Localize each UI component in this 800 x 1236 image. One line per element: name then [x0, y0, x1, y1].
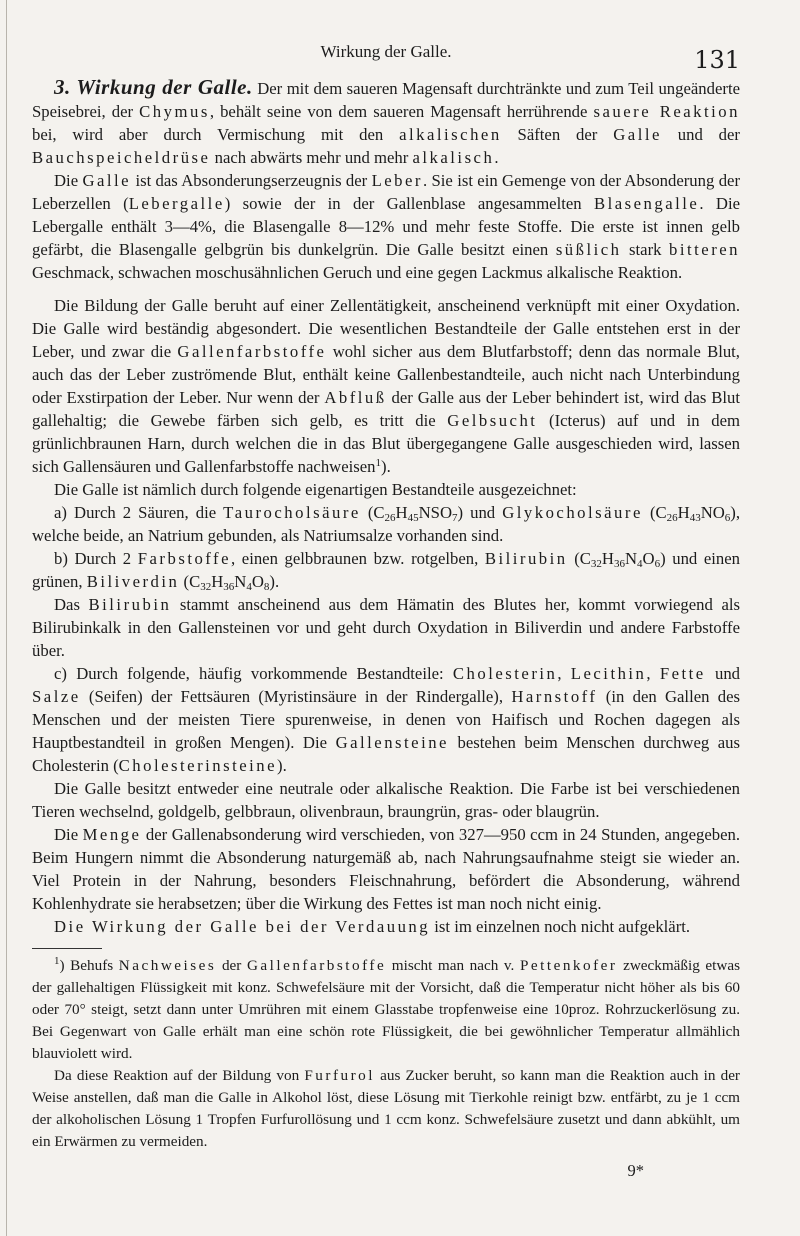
term-gallenfarbstoffe: Gallenfarbstoffe — [177, 342, 327, 361]
running-head-title: Wirkung der Galle. — [320, 42, 452, 61]
formula: $(C_{26}H_{45}NSO_7)$ — [367, 503, 464, 524]
term-taurocholsaeure: Taurocholsäure — [223, 503, 361, 522]
term-fette: Fette — [659, 664, 706, 683]
paragraph-verdauung: Die Wirkung der Galle bei der Verdauung ist im einzelnen noch nicht aufgeklärt. — [54, 917, 691, 936]
term-bilirubin: Bilirubin — [484, 549, 568, 568]
term-menge: Menge — [82, 825, 142, 844]
term-lecithin: Lecithin — [570, 664, 647, 683]
footnote-1-continued: Da diese Reaktion auf der Bildung von Furfurol aus Zucker beruht, so kann man die Reaktion auch in der Weise anstellen, daß man die Galle in Alkohol löst, diese Lösung mit Tierkohle reinigt bzw. entfärbt, zu je 1 ccm der alkoholischen Lösung 1 Tropfen Furfurollösung und 1 ccm konz. Schwefelsäure zusetzt und dann abkühlt, um ein Erwärmen zu vermeiden. — [32, 1067, 740, 1150]
formula: $(C_{32}H_{36}N_4O_8)$. — [183, 572, 280, 593]
term-bauchspeicheldruese: Bauchspeicheldrüse — [32, 148, 211, 167]
term-alkalischen: alkalischen — [399, 125, 502, 144]
book-page — [32, 0, 740, 1236]
footnotes — [32, 955, 740, 1153]
page-edge-line — [6, 0, 7, 1236]
paragraph-reaktion-farbe: Die Galle besitzt entweder eine neutrale oder alkalische Reaktion. Die Farbe ist bei verschiedenen Tieren wechselnd, goldgelb, gelbbraun, olivenbraun, braungrün, gras- oder blaugrün. — [32, 779, 740, 821]
term-abfluss: Abfluß — [324, 388, 387, 407]
term-biliverdin: Biliverdin — [86, 572, 180, 591]
term-gallensteine: Gallensteine — [335, 733, 449, 752]
paragraph-menge: Die Menge der Gallenabsonderung wird verschieden, von 327—950 ccm in 24 Stunden, angegeben. Beim Hungern nimmt die Absonderung naturgemäß ab, nach Nahrungsaufnahme steigt sie wieder an. Viel Protein in der Nahrung, besonders Fleischnahrung, befördert die Absonderung, während Kohlenhydrate sie herabsetzen; über die Wirkung des Fettes ist man noch nicht einig. — [32, 825, 740, 913]
paragraph-bestandteile: Die Galle ist nämlich durch folgende eigenartigen Bestandteile ausgezeichnet: — [54, 480, 577, 499]
section-heading: 3. Wirkung der Galle. — [54, 75, 253, 99]
term-sauere-reaktion: sauere Reaktion — [593, 102, 740, 121]
term-farbstoffe: Farbstoffe — [137, 549, 232, 568]
list-item-a: a) Durch 2 Säuren, die Taurocholsäure $(C_{26}H_{45}NSO_7)$ und Glykocholsäure $(C_{26}H_{43}NO_6)$, welche beide, an Natrium gebunden, als Natriumsalze vorhanden sind. — [32, 503, 741, 545]
body-text — [32, 76, 740, 1182]
term-blasengalle: Blasengalle — [593, 194, 700, 213]
term-pettenkofer: Pettenkofer — [519, 957, 618, 974]
term-salze: Salze — [32, 687, 81, 706]
term-wirkung-verdauung: Die Wirkung der Galle bei der Verdauung — [54, 917, 431, 936]
footnote-1: $^1$) Behufs Nachweises der Gallenfarbstoffe mischt man nach v. Pettenkofer zweckmäßig etwas der gallehaltigen Flüssigkeit mit konz. Schwefelsäure mit der Vorsicht, daß die Temperatur nicht höher als bis 60 oder 70° steigt, setzt dann unter Umrühren mit einem Glasstabe tropfenweise eine 10proz. Rohrzuckerlösung zu. Bei Gegenwart von Galle erhält man eine schön rote Flüssigkeit, die bei gewöhnlicher Temperatur allmählich blauviolett wird. — [32, 955, 741, 1062]
term-glykocholsaeure: Glykocholsäure — [502, 503, 643, 522]
formula: $(C_{26}H_{43}NO_6)$ — [649, 503, 736, 524]
footnote-divider — [32, 948, 102, 949]
page-number: 131 — [694, 46, 740, 74]
list-item-b: b) Durch 2 Farbstoffe, einen gelbbraunen bzw. rotgelben, Bilirubin $(C_{32}H_{36}N_4O_6)$ und einen grünen, Biliverdin $(C_{32}H_{36}N_4O_8)$. — [32, 549, 741, 593]
term-alkalisch: alkalisch — [412, 148, 495, 167]
term-chymus: Chymus — [139, 102, 210, 121]
footnote-ref[interactable]: 1 — [375, 457, 382, 469]
term-galle: Galle — [613, 125, 662, 144]
running-head — [32, 38, 740, 74]
term-cholesterin: Cholesterin — [452, 664, 558, 683]
term-furfurol: Furfurol — [304, 1067, 375, 1084]
formula: $(C_{32}H_{36}N_4O_6)$ — [574, 549, 666, 570]
term-harnstoff: Harnstoff — [511, 687, 598, 706]
paragraph-intro: 3. Wirkung der Galle. Der mit dem saueren Magensaft durchtränkte und zum Teil ungeänderte Speisebrei, der Chymus, behält seine von dem saueren Magensaft herrührende sauere Reaktion bei, wird aber durch Vermischung mit den alkalischen Säften der Galle und der Bauchspeicheldrüse nach abwärts mehr und mehr alkalisch. — [32, 75, 740, 167]
term-cholesterinsteine: Cholesterinsteine — [118, 756, 278, 775]
signature-mark: 9* — [627, 1161, 644, 1180]
term-gelbsucht: Gelbsucht — [447, 411, 538, 430]
paragraph-bilirubin: Das Bilirubin stammt anscheinend aus dem Hämatin des Blutes her, kommt vorwiegend als Bilirubinkalk in den Gallensteinen vor und geht durch Oxydation in Biliverdin und andere Farbstoffe über. — [32, 595, 740, 660]
term-lebergalle: Lebergalle — [128, 194, 225, 213]
term-leber: Leber — [371, 171, 423, 190]
list-item-c: c) Durch folgende, häufig vorkommende Bestandteile: Cholesterin, Lecithin, Fette und Salze (Seifen) der Fettsäuren (Myristinsäure in der Rindergalle), Harnstoff (in den Gallen des Menschen und der meisten Tiere spurenweise, in denen von Haifisch und Rochen dagegen als Hauptbestandteil in großen Mengen). Die Gallensteine bestehen beim Menschen durchweg aus Cholesterin (Cholesterinsteine). — [32, 664, 741, 775]
paragraph-bildung: Die Bildung der Galle beruht auf einer Zellentätigkeit, anscheinend verknüpft mit einer Oxydation. Die Galle wird beständig abgesondert. Die wesentlichen Bestandteile der Galle entstehen erst in der Leber, und zwar die Gallenfarbstoffe wohl sicher aus dem Blutfarbstoff; denn das normale Blut, auch das der Leber zuströmende Blut, enthält keine Gallenbestandteile, auch nicht nach Unterbindung oder Exstirpation der Leber. Nur wenn der Abfluß der Galle aus der Leber behindert ist, wird das Blut gallehaltig; die Gewebe färben sich gelb, es tritt die Gelbsucht (Icterus) auf und in dem grünlichbraunen Harn, durch welchen die in das Blut übergegangene Galle ausgeschieden wird, lassen sich Gallensäuren und Gallenfarbstoffe nachweisen$^1$). — [32, 296, 740, 476]
paragraph-galle-definition: Die Galle ist das Absonderungserzeugnis der Leber. Sie ist ein Gemenge von der Absonderung der Leberzellen (Lebergalle) sowie der in der Gallenblase angesammelten Blasengalle. Die Lebergalle enthält 3—4%, die Blasengalle 8—12% und mehr feste Stoffe. Die erste ist innen gelb gefärbt, die Blasengalle gelbgrün bis dunkelgrün. Die Galle besitzt einen süßlich stark bitteren Geschmack, schwachen moschusähnlichen Geruch und eine gegen Lackmus alkalische Reaktion. — [32, 171, 740, 282]
